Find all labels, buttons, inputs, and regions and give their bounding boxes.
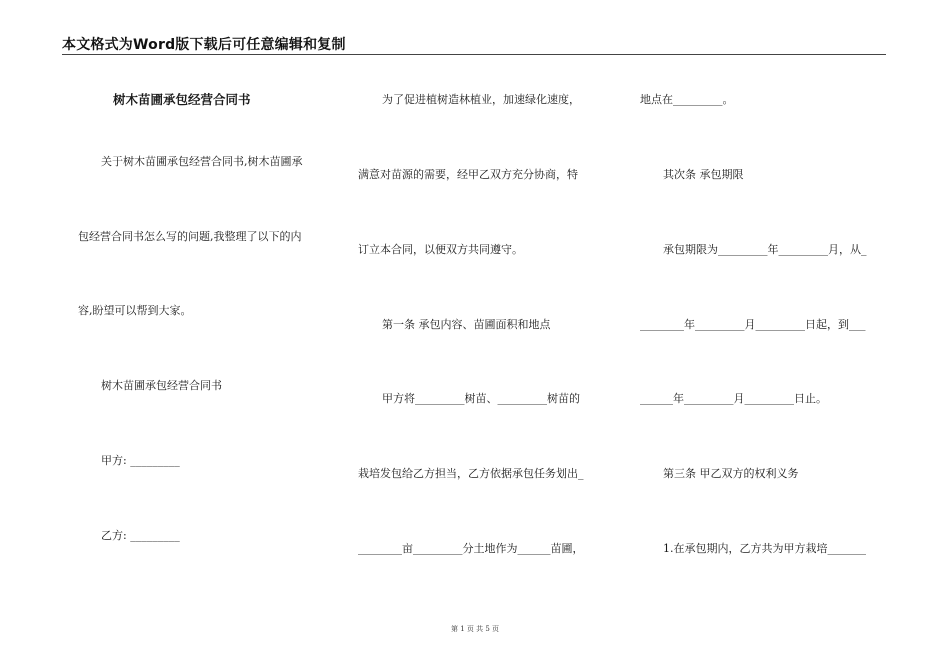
section-heading: 其次条 承包期限 [663, 168, 744, 181]
section-heading: 第一条 承包内容、苗圃面积和地点 [382, 318, 551, 331]
text-line: 承包期限为_________年_________月，从_ [663, 243, 867, 256]
text-line: 地点在_________。 [640, 93, 734, 106]
page-footer: 第 1 页 共 5 页 [450, 625, 500, 633]
text-line: ______年_________月_________日止。 [640, 392, 827, 405]
text-line: ________亩_________分土地作为______苗圃， [358, 542, 584, 555]
text-line: 为了促进植树造林植业，加速绿化速度， [382, 93, 580, 106]
text-line: 树木苗圃承包经营合同书 [101, 379, 222, 392]
text-line: ________年_________月_________日起，到___ [640, 318, 866, 331]
header-rule [62, 54, 886, 55]
party-a-line: 甲方: _________ [101, 454, 180, 467]
text-line: 关于树木苗圃承包经营合同书,树木苗圃承 [101, 155, 303, 168]
text-line: 容,盼望可以帮到大家。 [78, 304, 192, 317]
text-line: 栽培发包给乙方担当，乙方依据承包任务划出_ [358, 467, 584, 480]
party-b-line: 乙方: _________ [101, 529, 180, 542]
document-title: 树木苗圃承包经营合同书 [113, 92, 251, 107]
text-line: 1.在承包期内，乙方共为甲方栽培_______ [663, 542, 866, 555]
page-header: 本文格式为Word版下载后可任意编辑和复制 [62, 37, 346, 53]
text-line: 甲方将_________树苗、_________树苗的 [382, 392, 580, 405]
section-heading: 第三条 甲乙双方的权利义务 [663, 467, 799, 480]
text-line: 包经营合同书怎么写的问题,我整理了以下的内 [78, 230, 302, 243]
text-line: 订立本合同，以便双方共同遵守。 [358, 243, 523, 256]
text-line: 满意对苗源的需要，经甲乙双方充分协商，特 [358, 168, 578, 181]
